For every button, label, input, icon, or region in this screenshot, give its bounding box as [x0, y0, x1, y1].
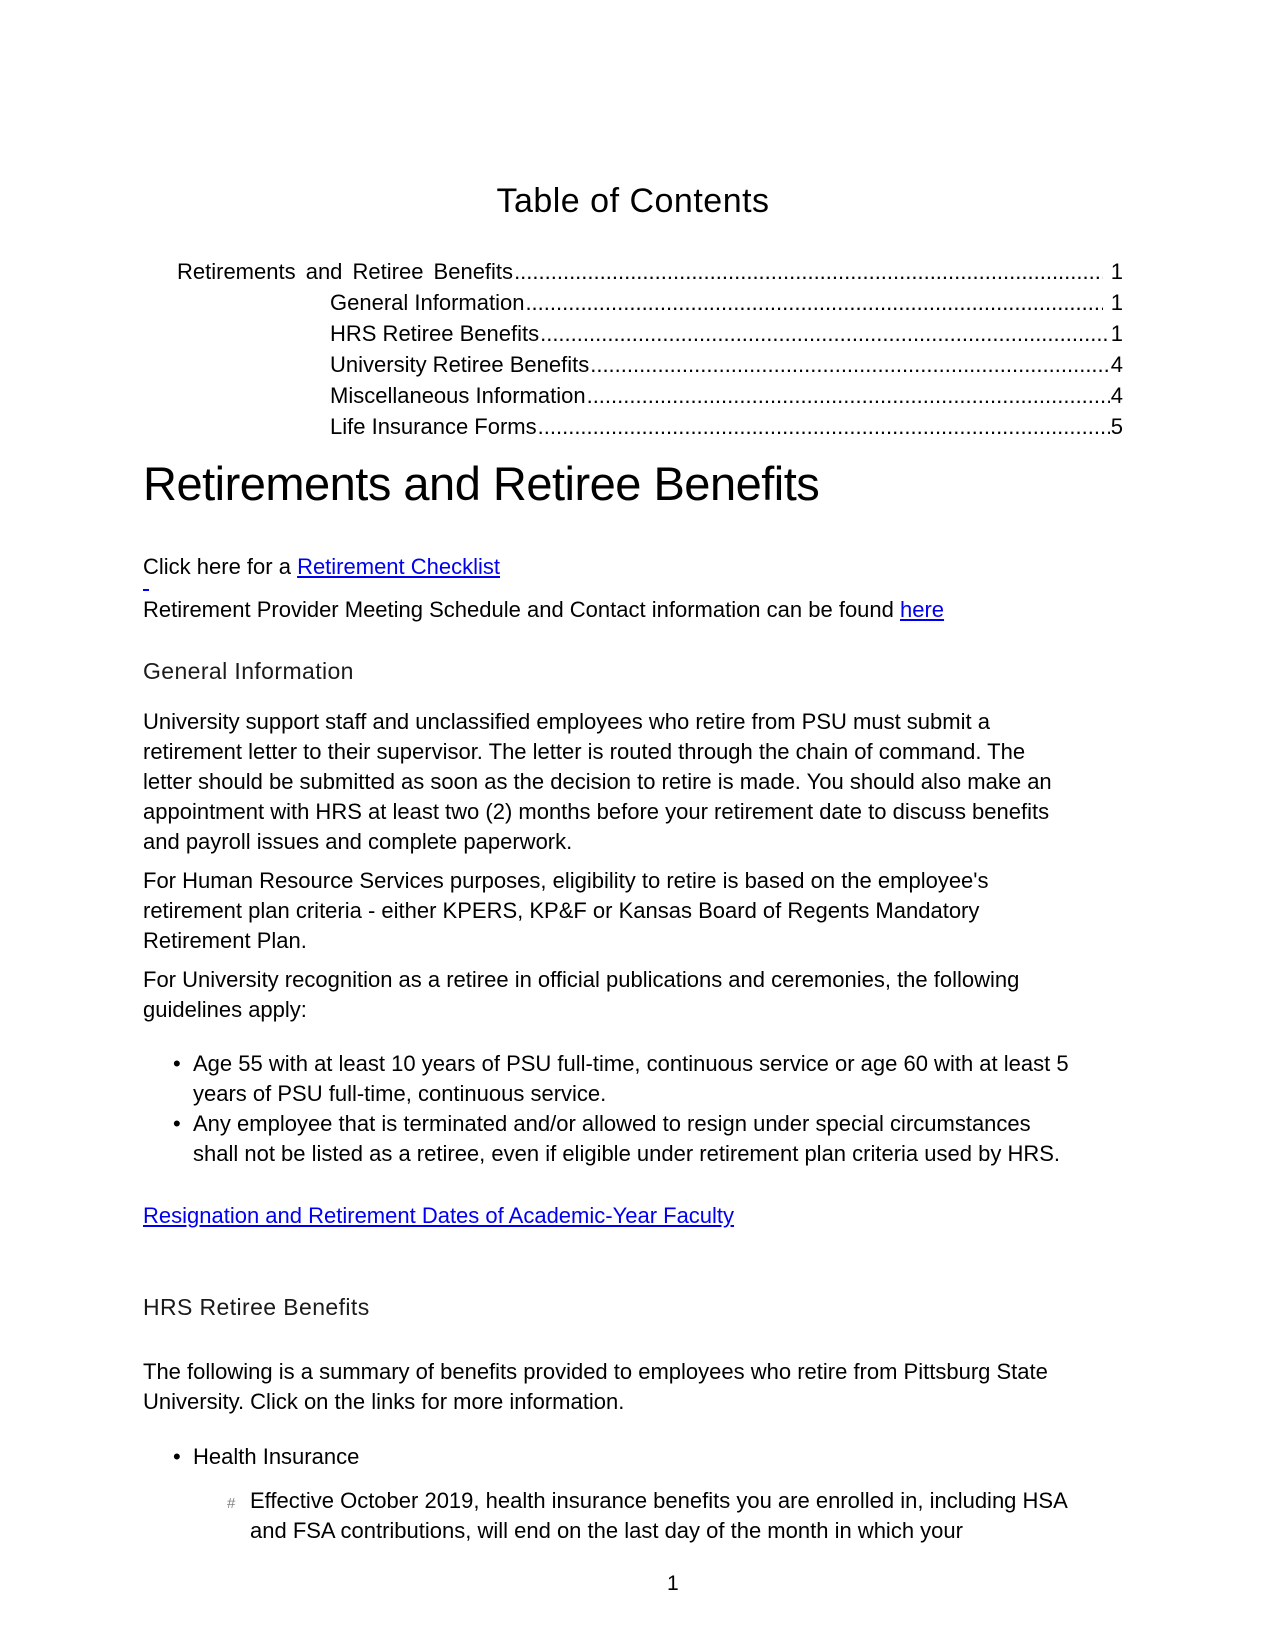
toc-entry-label: HRS Retiree Benefits: [330, 321, 540, 346]
toc-entry-page: 1: [1110, 321, 1123, 346]
toc-entry-general-information[interactable]: [143, 287, 1123, 318]
toc-dot-leader: [587, 380, 1110, 411]
toc-entry-page: 1: [1110, 259, 1123, 284]
sub-list-item-effective-october: [227, 1486, 1072, 1546]
toc-dot-leader: [514, 256, 1103, 287]
toc-entry-label: General Information: [330, 290, 525, 315]
list-item-termination-guideline: [171, 1109, 1073, 1169]
toc-entry-university-retiree-benefits[interactable]: [143, 349, 1123, 380]
faculty-dates-line: [143, 1201, 1123, 1231]
provider-schedule-here-link[interactable]: here: [900, 597, 945, 622]
toc-entry-label: Miscellaneous Information: [330, 383, 586, 408]
general-paragraph-2: For Human Resource Services purposes, eligibility to retire is based on the employee's retirement plan criteria - either KPERS, KP&F or Kansas Board of Regents Mandatory Retirement Plan.: [143, 868, 989, 953]
faculty-dates-link[interactable]: Resignation and Retirement Dates of Academic-Year Faculty: [143, 1203, 735, 1228]
section-heading-hrs-retiree-benefits: HRS Retiree Benefits: [143, 1294, 370, 1320]
article-title: Retirements and Retiree Benefits: [143, 457, 820, 510]
sub-list-item-text: Effective October 2019, health insurance benefits you are enrolled in, including HSA and FSA contributions, will end on the last day of the month in which your: [250, 1488, 1067, 1543]
empty-link-mark[interactable]: [143, 589, 149, 591]
list-item-age-guideline: [171, 1049, 1073, 1109]
section-heading-general-information: General Information: [143, 658, 354, 684]
list-item-text: Any employee that is terminated and/or allowed to resign under special circumstances shall not be listed as a retiree, even if eligible under retirement plan criteria used by HRS.: [193, 1111, 1061, 1166]
table-of-contents: [143, 256, 1123, 442]
toc-entry-miscellaneous-information[interactable]: [143, 380, 1123, 411]
hrs-intro-paragraph: The following is a summary of benefits provided to employees who retire from Pittsburg State University. Click on the links for more information.: [143, 1359, 1048, 1414]
toc-entry-label: Retirements and Retiree Benefits: [177, 259, 514, 284]
toc-entry-page: 4: [1110, 352, 1123, 377]
list-item-text: Health Insurance: [193, 1444, 360, 1469]
toc-entry-label: Life Insurance Forms: [330, 414, 537, 439]
provider-line-text: Retirement Provider Meeting Schedule and Contact information can be found: [143, 597, 900, 622]
health-insurance-sublist: [193, 1486, 1073, 1546]
toc-entry-label: University Retiree Benefits: [330, 352, 590, 377]
toc-dot-leader: [538, 411, 1110, 442]
toc-entry-retirements-and-retiree-benefits[interactable]: [143, 256, 1123, 287]
list-item-text: Age 55 with at least 10 years of PSU full-time, continuous service or age 60 with at least 5 years of PSU full-time, continuous service.: [193, 1051, 1069, 1106]
toc-dot-leader: [590, 349, 1110, 380]
toc-title: Table of Contents: [496, 182, 770, 220]
toc-entry-page: 4: [1110, 383, 1123, 408]
checklist-line: [143, 552, 1123, 582]
provider-line: [143, 595, 1123, 625]
toc-dot-leader: [540, 318, 1110, 349]
toc-entry-page: 1: [1110, 290, 1123, 315]
toc-entry-page: 5: [1110, 414, 1123, 439]
toc-dot-leader: [525, 287, 1102, 318]
checklist-line-text: Click here for a: [143, 554, 298, 579]
general-paragraph-1: University support staff and unclassified employees who retire from PSU must submit a retirement letter to their supervisor. The letter is routed through the chain of command. The letter should be submitted as soon as the decision to retire is made. You should also make an appointment with HRS at least two (2) months before your retirement date to discuss benefits and payroll issues and complete paperwork.: [143, 709, 1052, 854]
toc-entry-life-insurance-forms[interactable]: [143, 411, 1123, 442]
page-number: 1: [667, 1572, 679, 1595]
toc-entry-hrs-retiree-benefits[interactable]: [143, 318, 1123, 349]
guidelines-list: [143, 1049, 1123, 1169]
retirement-checklist-link[interactable]: Retirement Checklist: [297, 554, 501, 579]
benefits-list: [143, 1442, 1123, 1546]
general-paragraph-3: For University recognition as a retiree in official publications and ceremonies, the following guidelines apply:: [143, 967, 1020, 1022]
list-item-health-insurance: [171, 1442, 1073, 1546]
